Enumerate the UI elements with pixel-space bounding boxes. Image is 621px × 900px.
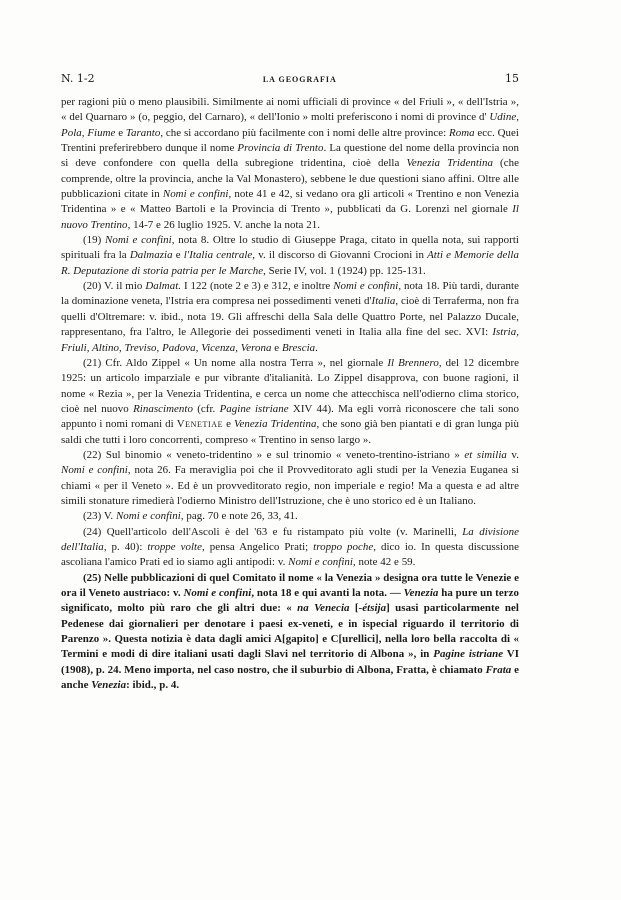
page (61, 72, 519, 693)
note-20: (20) V. il mio Dalmat. I 122 (note 2 e 3) e 312, e inoltre Nomi e confini, nota 18. Più tardi, durante la dominazione veneta, l'Istria era compresa nei possedimenti veneti d'Italia, cioè di Terraferma, non fra quelli d'Oltremare: v. ibid., nota 19. Gli affreschi della Sala delle Quattro Porte, nel Palazzo Ducale, rappresentano, fra l'altro, le Allegorie dei possedimenti veneti in Italia alla fine del sec. XVI: Istria, Friuli, Altino, Treviso, Padova, Vicenza, Verona e Brescia. (61, 280, 520, 354)
note-19: (19) Nomi e confini, nota 8. Oltre lo studio di Giuseppe Praga, citato in quella nota, sui rapporti spirituali fra la Dalmazia e l'Italia centrale, v. il discorso di Giovanni Crocioni in Atti e Memorie della R. Deputazione di storia patria per le Marche, Serie IV, vol. 1 (1924) pp. 125-131. (61, 234, 520, 277)
note-22: (22) Sul binomio « veneto-tridentino » e sul trinomio « veneto-trentino-istriano » et similia v. Nomi e confini, nota 26. Fa meraviglia poi che il Provveditorato agli studi per la Venezia Euganea si chiami « per il Veneto ». Ed è un provveditorato regio, non imperiale e regio! Ma a questa e ad altre simili stonature rimedierà l'odierno Ministro dell'Istruzione, che è uno storico ed è un Italiano. (61, 448, 520, 507)
note-24: (24) Quell'articolo dell'Ascoli è del '63 e fu ristampato più volte (v. Marinelli, La divisione dell'Italia, p. 40): troppe volte, pensa Angelico Prati; troppo poche, dico io. In questa discussione ascoliana l'amico Prati ed io siamo agli antipodi: v. Nomi e confini, note 42 e 59. (61, 525, 519, 569)
journal-title: LA GEOGRAFIA (262, 75, 337, 84)
note-23: (23) V. Nomi e confini, pag. 70 e note 26, 33, 41. (83, 510, 298, 523)
note-25: (25) Nelle pubblicazioni di quel Comitato il nome « la Venezia » designa ora tutte le Venezie e ora il Veneto austriaco: v. Nomi e confini, nota 18 e qui avanti la nota. — Venezia ha pure un terzo significato, molto più raro che gli altri due: « na Venecia [-étsija] usasi particolarmente nel Pedenese dai giornalieri per denotare i paesi ex-veneti, e in ispecial riguardo il territorio di Parenzo ». Questa notizia è data dagli amici A[gapito] e C[urellici], nella loro bella raccolta di « Termini e modi di dire italiani usati dagli Slavi nel territorio di Albona », in Pagine istriane VI (1908), p. 24. Meno importa, nel caso nostro, che il suburbio di Albona, Fratta, è chiamato Frata e anche Venezia: ibid., p. 4. (61, 571, 519, 692)
footnotes-body (61, 95, 519, 693)
note-21: (21) Cfr. Aldo Zippel « Un nome alla nostra Terra », nel giornale Il Brennero, del 12 dicembre 1925: un articolo imparziale e pur vibrante d'italianità. Lo Zippel disapprova, con buone ragioni, il nome « Rezia », per la Venezia Tridentina, e cerca un nome che attecchisca nell'odierno clima storico, cioè nel nuovo Rinascimento (cfr. Pagine istriane XIV 44). Ma egli vorrà riconoscere che tali sono appunto i nomi romani di Venetiae e Venezia Tridentina, che sono già ben piantati e di gran lunga più saldi che tutti i loro concorrenti, compreso « Trentino in senso largo ». (61, 356, 520, 446)
note-continuation: per ragioni più o meno plausibili. Similmente ai nomi ufficiali di province « del Friuli », « dell'Istria », « del Quarnaro » (o, peggio, del Carnaro), « dell'Ionio » molti preferiscono i nomi di province d' Udine, Pola, Fiume e Taranto, che si accordano più facilmente con i nomi delle altre province: Roma ecc. Quei Trentini preferirebbero dunque il nome Provincia di Trento. La questione del nome della provincia non si deve confondere con quella della subregione tridentina, cioè della Venezia Tridentina (che comprende, oltre la provincia, anche la Val Monastero), sebbene le due questioni siano affini. Oltre alle pubblicazioni citate in Nomi e confini, note 41 e 42, si vedano ora gli articoli « Trentino e non Venezia Tridentina » e « Matteo Bartoli e la Provincia di Trento », pubblicati da G. Lorenzi nel giornale Il nuovo Trentino, 14-7 e 26 luglio 1925. V. anche la nota 21. (61, 96, 519, 231)
issue-number: N. 1-2 (61, 72, 95, 85)
running-header (61, 72, 519, 87)
page-number: 15 (505, 72, 519, 85)
